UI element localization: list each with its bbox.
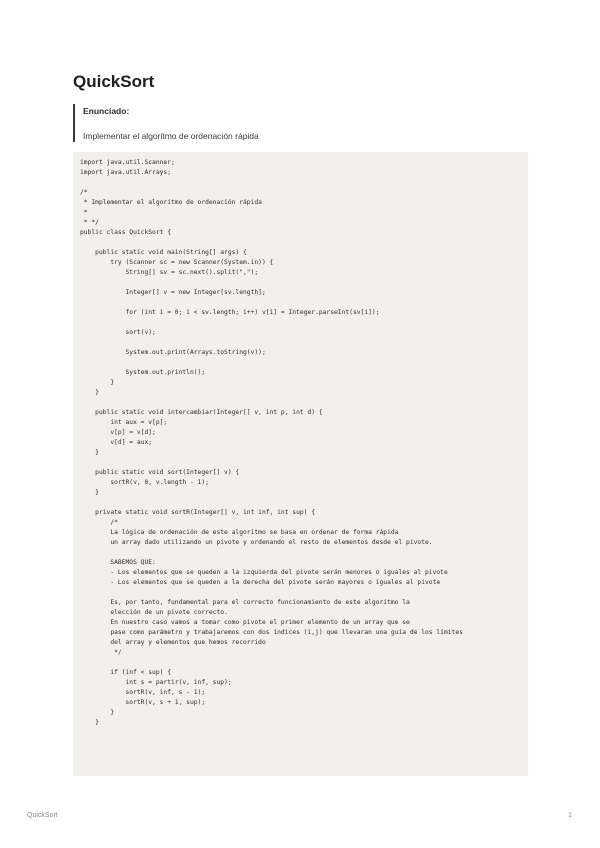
footer-page-number: 1	[568, 812, 572, 819]
callout-text: Implementar el algoritmo de ordenación rápida	[83, 131, 259, 141]
code-content: import java.util.Scanner; import java.util.Arrays; /* * Implementar el algoritmo de ordenación rápida * * */ public class QuickSort { public static void main(String[] args) { try (Scanner sc = new Scanner(System.in)) { String[] sv = sc.next().split(","); Integer[] v = new Integer[sv.length]; for (int i = 0; i < sv.length; i++) v[i] = Integer.parseInt(sv[i]); sort(v); System.out.print(Arrays.toString(v)); System.out.println(); } } public static void intercambiar(Integer[] v, int p, int d) { int aux = v[p]; v[p] = v[d]; v[d] = aux; } public static void sort(Integer[] v) { sortR(v, 0, v.length - 1); } private static void sortR(Integer[] v, int inf, int sup) { /* La lógica de ordenación de este algoritmo se basa en ordenar de forma rápida un array dado utilizando un pivote y ordenando el resto de elementos desde el pivote. SABEMOS QUE: - Los elementos que se queden a la izquierda del pivote serán menores o iguales al pivote - Los elementos que se queden a la derecha del pivote serán mayores o iguales al pivote Es, por tanto, fundamental para el correcto funcionamiento de este algoritmo la elección de un pivote correcto. En nuestro caso vamos a tomar como pivote el primer elemento de un array que se pase como parámetro y trabajaremos con dos índices (i,j) que llevaran una guía de los límites del array y elementos que hemos recorrido */ if (inf < sup) { int s = partir(v, inf, sup); sortR(v, inf, s - 1); sortR(v, s + 1, sup); } }	[80, 159, 463, 726]
code-block	[73, 152, 528, 776]
page-title: QuickSort	[73, 72, 155, 91]
footer-title: QuickSort	[27, 812, 58, 819]
callout-heading: Enunciado:	[83, 106, 130, 116]
statement-callout	[73, 104, 513, 142]
